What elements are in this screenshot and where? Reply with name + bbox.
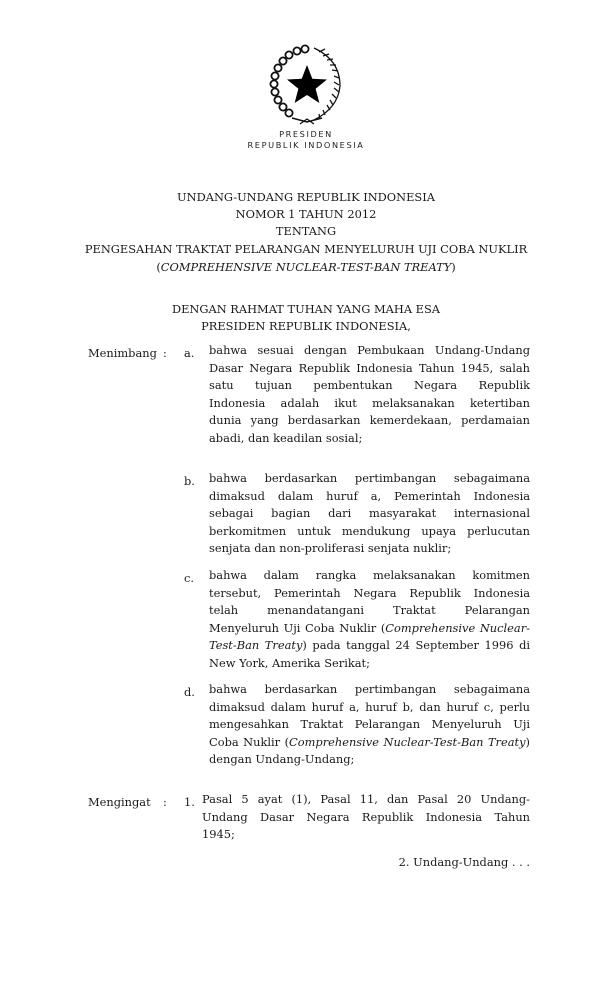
text-line: berkomitmen untuk mendukung upaya perlucutan [209,523,530,538]
menimbang-item-a [209,342,530,448]
text-line: mengesahkan Traktat Pelarangan Menyeluruh Uji [209,717,530,732]
menimbang-item-c [209,567,530,673]
text-line: New York, Amerika Serikat; [209,655,370,670]
menimbang-label: Menimbang [88,346,157,360]
text-span: ) pada tanggal 24 September 1996 di [302,638,531,653]
text-line: Dasar Negara Republik Indonesia Tahun 1945, salah [209,360,530,375]
title-line-2: NOMOR 1 TAHUN 2012 [235,207,377,221]
mengingat-item-1 [202,791,530,844]
item-number-1: 1. [184,795,195,809]
text-line: dengan Undang-Undang; [209,752,355,767]
menimbang-colon: : [163,346,167,360]
item-letter-d: d. [184,685,195,699]
text-line: bahwa berdasarkan pertimbangan sebagaimana [209,471,530,485]
text-line: Indonesia adalah ikut melaksanakan ketertiban [209,395,530,410]
preamble-line-1: DENGAN RAHMAT TUHAN YANG MAHA ESA [171,302,441,316]
title-line-3: TENTANG [275,224,337,238]
text-span: ) [525,734,530,749]
preamble-line-2: PRESIDEN REPUBLIK INDONESIA, [201,319,411,333]
paren-open: ( [156,260,161,274]
menimbang-item-d [209,681,530,769]
title-line-4: PENGESAHAN TRAKTAT PELARANGAN MENYELURUH UJI COBA NUKLIR [84,242,528,256]
text-line: Undang Dasar Negara Republik Indonesia Tahun [202,809,530,824]
title-line-5 [0,260,612,274]
item-letter-b: b. [184,474,195,488]
presidential-seal-icon [262,38,352,128]
text-line: abadi, dan keadilan sosial; [209,430,363,445]
text-span: Coba Nuklir ( [209,734,290,749]
institution-line-1: PRESIDEN [279,129,333,139]
mengingat-label: Mengingat [88,795,151,809]
treaty-name-italic: Comprehensive Nuclear- [385,620,530,635]
item-letter-c: c. [184,571,195,585]
text-line: satu tujuan pembentukan Negara Republik [209,378,530,393]
text-line: 1945; [202,827,235,842]
text-line: bahwa sesuai dengan Pembukaan Undang-Undang [209,343,530,357]
title-line-1: UNDANG-UNDANG REPUBLIK INDONESIA [177,190,435,204]
text-line: telah menandatangani Traktat Pelarangan [209,603,530,618]
institution-line-2: REPUBLIK INDONESIA [247,140,365,150]
mengingat-colon: : [163,795,167,809]
text-line [209,620,530,638]
text-line: tersebut, Pemerintah Negara Republik Indonesia [209,585,530,600]
item-letter-a: a. [184,346,195,360]
text-line [209,734,530,752]
text-span: Menyeluruh Uji Coba Nuklir ( [209,620,386,635]
treaty-name-italic: Comprehensive Nuclear-Test-Ban Treaty [289,734,526,749]
page-continuation: 2. Undang-Undang . . . [398,855,530,869]
text-line: bahwa dalam rangka melaksanakan komitmen [209,568,530,582]
text-line: bahwa berdasarkan pertimbangan sebagaimana [209,682,530,696]
menimbang-item-b [209,470,530,558]
text-line: senjata dan non-proliferasi senjata nuklir; [209,541,452,556]
text-line: dimaksud dalam huruf a, Pemerintah Indonesia [209,488,530,503]
text-line: dunia yang berdasarkan kemerdekaan, perdamaian [209,413,530,428]
treaty-name-italic: COMPREHENSIVE NUCLEAR-TEST-BAN TREATY [160,260,452,274]
text-line: sebagai bagian dari masyarakat internasional [209,506,530,521]
treaty-name-italic: Test-Ban Treaty [209,638,303,653]
text-line [209,637,530,655]
text-line: Pasal 5 ayat (1), Pasal 11, dan Pasal 20 Undang- [202,792,530,806]
text-line: dimaksud dalam huruf a, huruf b, dan huruf c, perlu [209,699,530,714]
paren-close: ) [451,260,456,274]
